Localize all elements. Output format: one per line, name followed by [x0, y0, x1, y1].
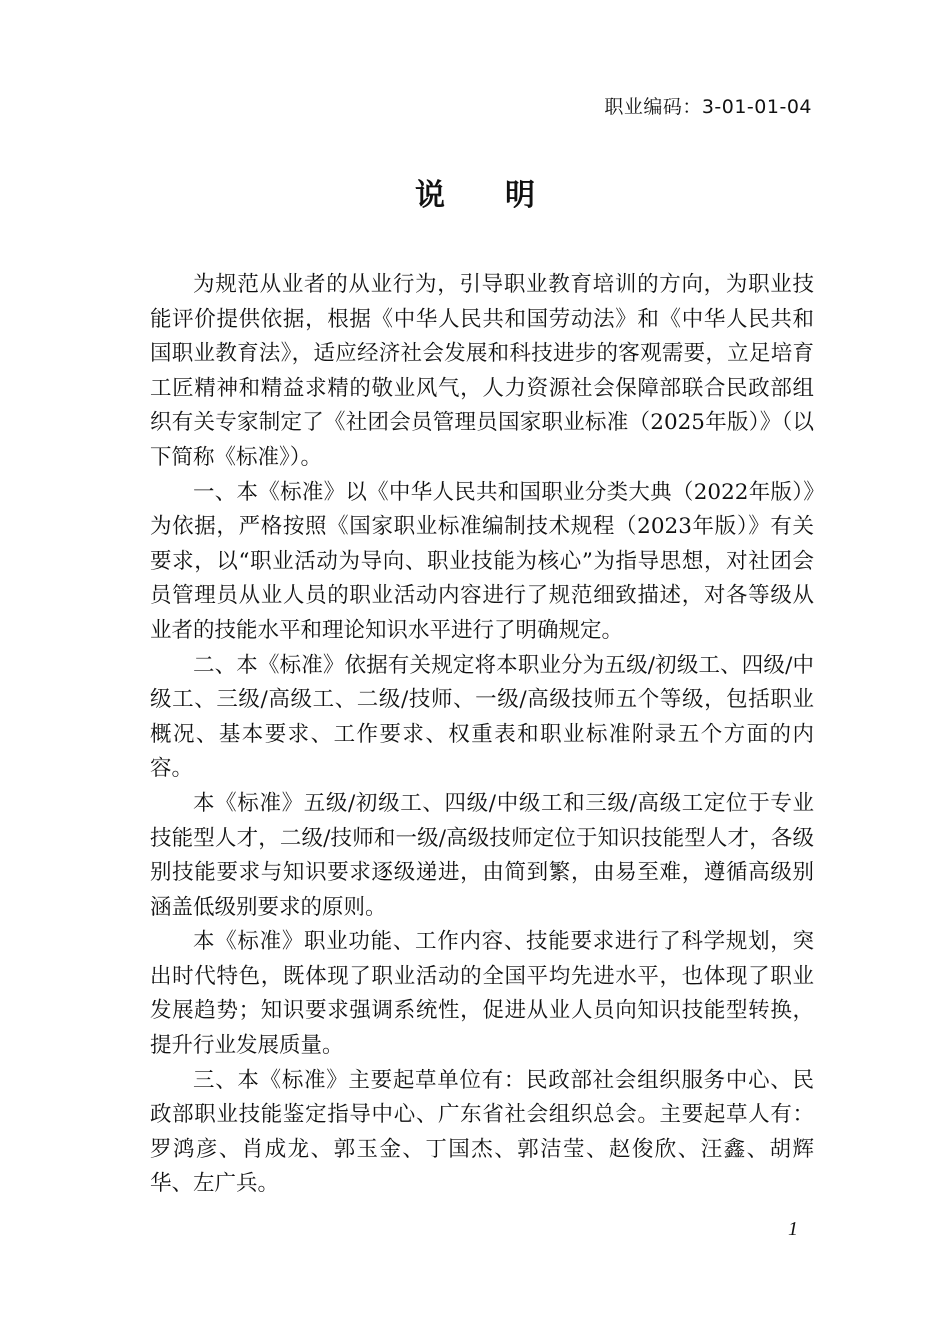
page-title: 说明	[415, 178, 595, 213]
paragraph-planning: 本《标准》职业功能、工作内容、技能要求进行了科学规划，突出时代特色，既体现了职业活动的全国平均先进水平，也体现了职业发展趋势；知识要求强调系统性，促进从业人员向知识技能型转换，提升行业发展质量。	[150, 929, 814, 1059]
occupation-code: 职业编码：3-01-01-04	[604, 96, 812, 118]
paragraph-levels: 二、本《标准》依据有关规定将本职业分为五级/初级工、四级/中级工、三级/高级工、二级/技师、一级/高级技师五个等级，包括职业概况、基本要求、工作要求、权重表和职业标准附录五个方面的内容。	[150, 652, 814, 782]
paragraph-positioning: 本《标准》五级/初级工、四级/中级工和三级/高级工定位于专业技能型人才，二级/技师和一级/高级技师定位于知识技能型人才，各级别技能要求与知识要求逐级递进，由简到繁，由易至难，遵循高级别涵盖低级别要求的原则。	[150, 790, 814, 920]
document-body	[150, 268, 814, 1202]
page-number: 1	[788, 1218, 798, 1240]
paragraph-basis: 一、本《标准》以《中华人民共和国职业分类大典（2022年版）》为依据，严格按照《国家职业标准编制技术规程（2023年版）》有关要求，以“职业活动为导向、职业技能为核心”为指导思想，对社团会员管理员从业人员的职业活动内容进行了规范细致描述，对各等级从业者的技能水平和理论知识水平进行了明确规定。	[150, 479, 815, 643]
paragraph-intro: 为规范从业者的从业行为，引导职业教育培训的方向，为职业技能评价提供依据，根据《中华人民共和国劳动法》和《中华人民共和国职业教育法》，适应经济社会发展和科技进步的客观需要，立足培育工匠精神和精益求精的敬业风气，人力资源社会保障部联合民政部组织有关专家制定了《社团会员管理员国家职业标准（2025年版）》（以下简称《标准》）。	[150, 272, 814, 470]
paragraph-drafters: 三、本《标准》主要起草单位有：民政部社会组织服务中心、民政部职业技能鉴定指导中心、广东省社会组织总会。主要起草人有：罗鸿彦、肖成龙、郭玉金、丁国杰、郭洁莹、赵俊欣、汪鑫、胡辉华、左广兵。	[150, 1067, 814, 1197]
